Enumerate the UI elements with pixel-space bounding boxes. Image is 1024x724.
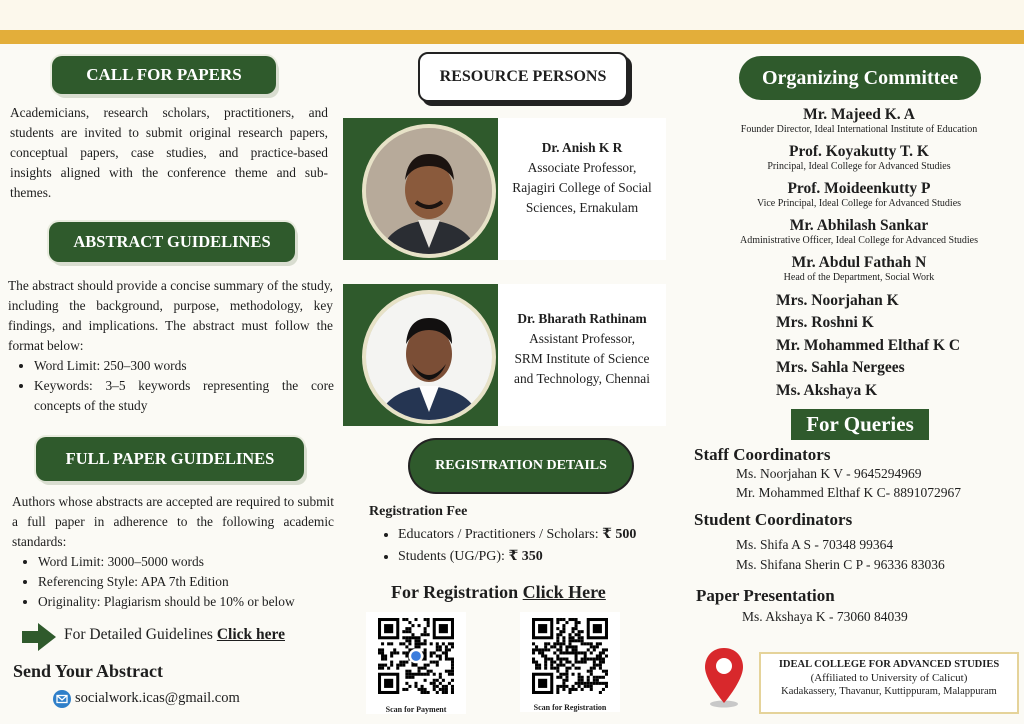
college-affiliation: (Affiliated to University of Calicut) bbox=[810, 672, 968, 684]
arrow-right-icon bbox=[22, 623, 56, 651]
committee-member bbox=[700, 106, 1018, 135]
fee-item-amount: ₹ 500 bbox=[602, 527, 637, 542]
committee-member-name: Prof. Koyakutty T. K bbox=[789, 143, 929, 160]
college-address: Kadakassery, Thavanur, Kuttippuram, Malappuram bbox=[781, 686, 997, 697]
resource-persons-heading: RESOURCE PERSONS bbox=[418, 52, 628, 102]
committee-member-role: Administrative Officer, Ideal College for Advanced Studies bbox=[740, 235, 978, 246]
full-paper-guidelines-text: Authors whose abstracts are accepted are required to submit a full paper in adherence to the following academic standards: bbox=[12, 494, 334, 549]
student-coordinators-list bbox=[736, 535, 945, 575]
fee-item bbox=[398, 546, 718, 568]
fee-item-label: Educators / Practitioners / Scholars: bbox=[398, 527, 603, 542]
committee-member-name: Prof. Moideenkutty P bbox=[787, 180, 931, 197]
resource-person-2-org: SRM Institute of Science bbox=[514, 351, 650, 366]
committee-member bbox=[700, 180, 1018, 209]
fee-item bbox=[398, 524, 718, 546]
call-for-papers-text: Academicians, research scholars, practitioners, and students are invited to submit original research papers, conceptual papers, case studies, and practice-based insights aligned with the conference theme and sub-themes. bbox=[10, 105, 328, 200]
organizing-committee-heading: Organizing Committee bbox=[739, 56, 981, 100]
list-item: • Word Limit: 250–300 words bbox=[34, 356, 334, 376]
list-item: • Keywords: 3–5 keywords representing the core concepts of the study bbox=[34, 376, 334, 416]
detailed-guidelines-line bbox=[64, 626, 285, 644]
committee-member-name: Mrs. Noorjahan K bbox=[776, 292, 899, 309]
detailed-guidelines-link[interactable]: Click here bbox=[216, 626, 285, 643]
gold-stripe bbox=[0, 30, 1024, 44]
committee-member-role: Head of the Department, Social Work bbox=[783, 272, 935, 283]
committee-member bbox=[700, 143, 1018, 172]
staff-coordinators-title: Staff Coordinators bbox=[694, 445, 831, 464]
full-paper-guidelines-heading: FULL PAPER GUIDELINES bbox=[36, 437, 304, 481]
list-item: • Originality: Plagiarism should be 10% or below bbox=[38, 592, 358, 612]
paper-presentation-contact: Ms. Akshaya K - 73060 84039 bbox=[742, 609, 908, 624]
registration-qr-code bbox=[520, 612, 620, 712]
registration-fee-title: Registration Fee bbox=[369, 504, 468, 519]
resource-person-1-details bbox=[502, 138, 662, 218]
top-band bbox=[0, 0, 1024, 30]
staff-coordinators-list bbox=[736, 464, 961, 502]
resource-person-1-name: Dr. Anish K R bbox=[541, 140, 623, 155]
detailed-guidelines-label: For Detailed Guidelines bbox=[64, 626, 217, 643]
full-paper-guidelines-list bbox=[16, 552, 358, 612]
abstract-guidelines-text: The abstract should provide a concise summary of the study, including the background, purpose, methodology, key findings, and implications. The abstract must follow the format below: bbox=[8, 278, 333, 353]
registration-qr-label: Scan for Registration bbox=[533, 703, 607, 712]
coordinator-contact: Ms. Shifana Sherin C P - 96336 83036 bbox=[736, 557, 945, 572]
resource-person-2-role: Assistant Professor, bbox=[529, 331, 635, 346]
registration-cta-label: For Registration bbox=[391, 582, 523, 602]
committee-member-name: Mrs. Sahla Nergees bbox=[776, 359, 905, 377]
abstract-guidelines-heading: ABSTRACT GUIDELINES bbox=[49, 222, 295, 262]
list-item: • Referencing Style: APA 7th Edition bbox=[38, 572, 358, 592]
committee-member-name: Mrs. Roshni K bbox=[776, 314, 874, 332]
committee-member-name: Mr. Mohammed Elthaf K C bbox=[776, 336, 961, 354]
abstract-guidelines-list bbox=[12, 356, 334, 416]
resource-person-2-details bbox=[502, 309, 662, 389]
committee-member-name: Mr. Majeed K. A bbox=[803, 106, 915, 123]
for-queries-heading: For Queries bbox=[791, 409, 929, 440]
college-address-box bbox=[759, 652, 1019, 714]
committee-member-name: Mr. Abdul Fathah N bbox=[791, 254, 927, 271]
mail-icon bbox=[53, 690, 71, 708]
registration-link[interactable]: Click Here bbox=[522, 582, 606, 602]
college-name: IDEAL COLLEGE FOR ADVANCED STUDIES bbox=[778, 659, 1000, 670]
payment-qr-label: Scan for Payment bbox=[385, 705, 447, 714]
abstract-email[interactable]: socialwork.icas@gmail.com bbox=[75, 690, 240, 706]
paper-presentation-title: Paper Presentation bbox=[696, 586, 835, 605]
committee-member-name: Ms. Akshaya K bbox=[776, 381, 878, 399]
call-for-papers-heading: CALL FOR PAPERS bbox=[52, 56, 276, 94]
committee-member-role: Principal, Ideal College for Advanced Studies bbox=[767, 161, 951, 172]
coordinator-contact: Ms. Noorjahan K V - 9645294969 bbox=[736, 466, 922, 481]
committee-member-name: Mr. Abhilash Sankar bbox=[789, 217, 929, 234]
committee-members-list bbox=[776, 290, 960, 402]
fee-item-amount: ₹ 350 bbox=[508, 549, 543, 564]
registration-fee-list bbox=[376, 524, 718, 568]
registration-details-heading: REGISTRATION DETAILS bbox=[410, 440, 632, 492]
committee-member bbox=[700, 254, 1018, 283]
resource-person-1-org: Rajagiri College of Social bbox=[512, 180, 652, 195]
payment-qr-code bbox=[366, 612, 466, 714]
resource-person-1-photo bbox=[362, 124, 496, 258]
student-coordinators-title: Student Coordinators bbox=[694, 510, 853, 529]
coordinator-contact: Ms. Shifa A S - 70348 99364 bbox=[736, 537, 894, 552]
send-abstract-heading: Send Your Abstract bbox=[13, 661, 164, 681]
committee-member bbox=[700, 217, 1018, 246]
resource-person-2-name: Dr. Bharath Rathinam bbox=[517, 311, 647, 326]
resource-person-2-photo bbox=[362, 290, 496, 424]
registration-cta bbox=[391, 582, 606, 603]
resource-person-2-org-location: and Technology, Chennai bbox=[514, 371, 650, 386]
resource-person-1-role: Associate Professor, bbox=[527, 160, 637, 175]
committee-member-role: Founder Director, Ideal International Institute of Education bbox=[740, 124, 978, 135]
list-item: • Word Limit: 3000–5000 words bbox=[38, 552, 358, 572]
location-pin-icon bbox=[703, 646, 745, 708]
fee-item-label: Students (UG/PG): bbox=[398, 549, 509, 564]
coordinator-contact: Mr. Mohammed Elthaf K C- 8891072967 bbox=[736, 485, 961, 500]
committee-member-role: Vice Principal, Ideal College for Advanced Studies bbox=[756, 198, 962, 209]
resource-person-1-org-location: Sciences, Ernakulam bbox=[525, 200, 639, 215]
